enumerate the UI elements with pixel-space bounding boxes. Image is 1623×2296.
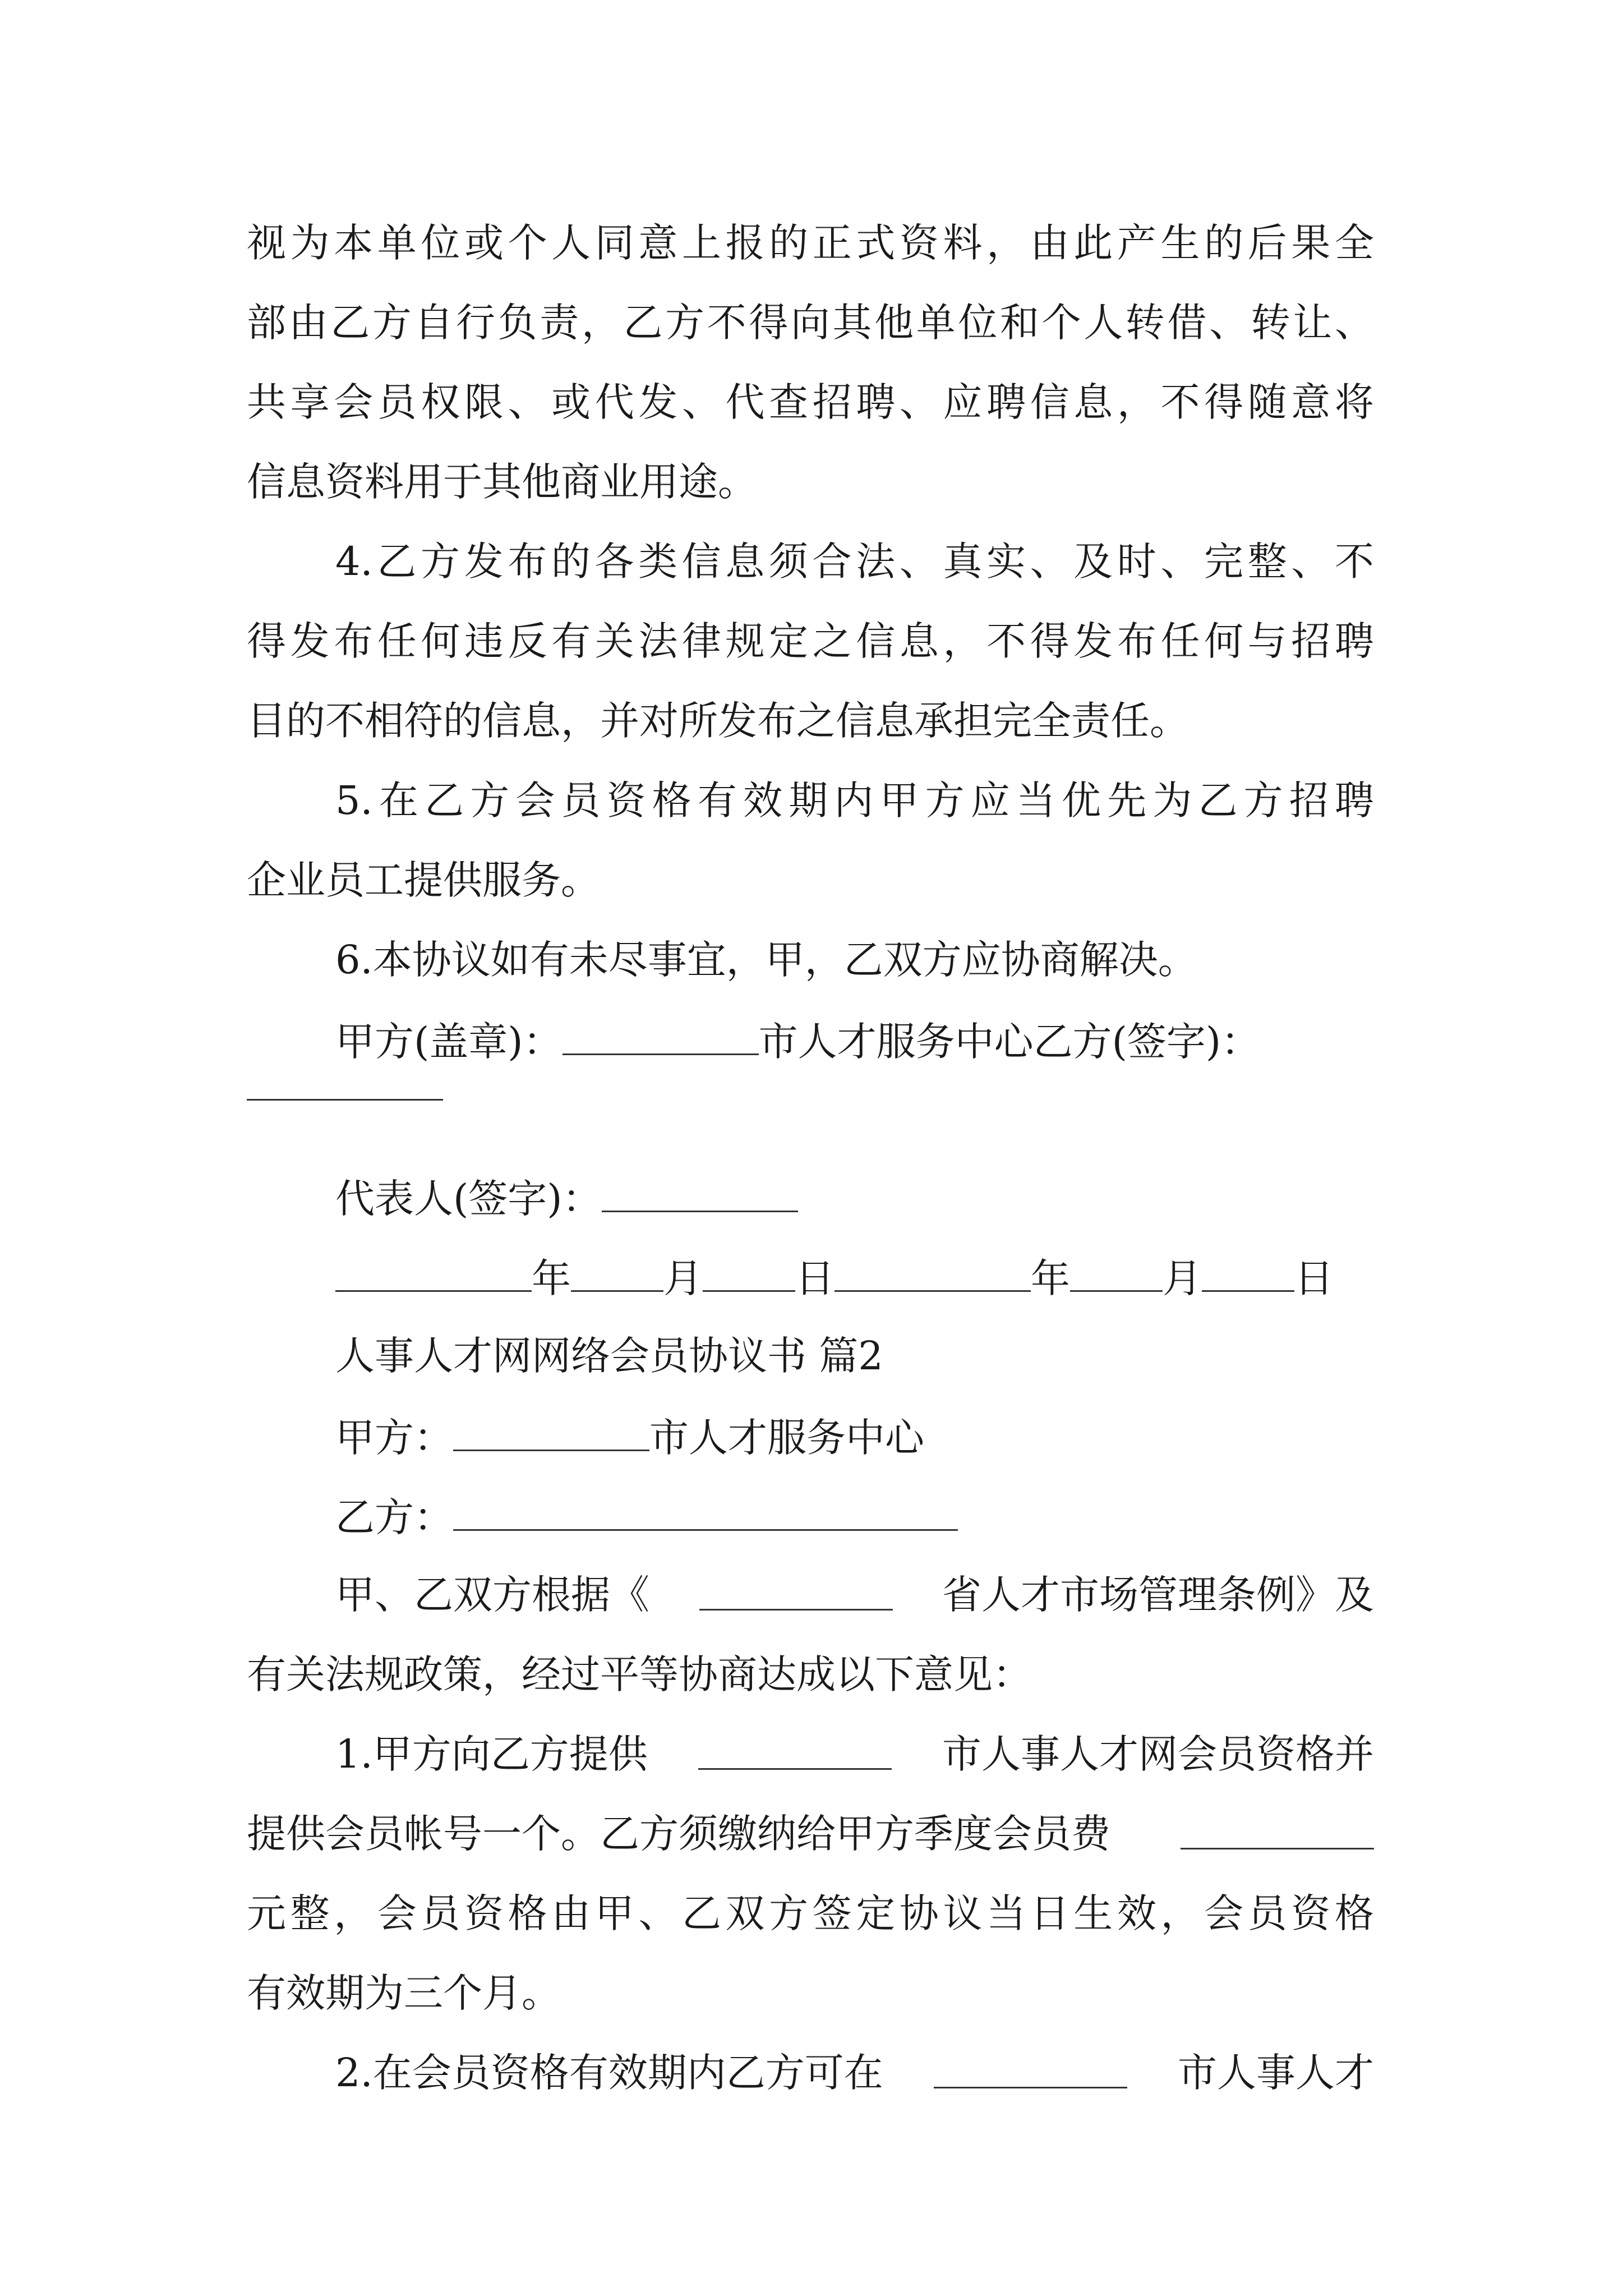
- year-label: 年: [1031, 1255, 1070, 1301]
- text-line: 有关法规政策，经过平等协商达成以下意见：: [247, 1651, 1032, 1697]
- text-line: 有效期为三个月。: [247, 1970, 561, 2016]
- blank-line: [247, 1098, 443, 1101]
- clause1-line: [335, 1731, 1374, 1777]
- blank-line: [1202, 1257, 1294, 1292]
- blank-line: [453, 1416, 649, 1451]
- year-label: 年: [532, 1255, 571, 1301]
- blank-line: [335, 1257, 532, 1292]
- representative-label: 代表人(签字)：: [335, 1176, 602, 1222]
- text-line: 信息资料用于其他商业用途。: [247, 459, 757, 505]
- text-line: 5. 在 乙 方 会 员 资 格 有 效 期 内 甲 方 应 当 优 先 为 乙 方 招 聘: [335, 777, 1374, 823]
- month-label: 月: [1163, 1255, 1202, 1301]
- blank-line: [834, 1257, 1031, 1292]
- text-line: 元 整 ， 会 员 资 格 由 甲 、 乙 双 方 签 定 协 议 当 日 生 效 ， 会 员 资 格: [247, 1890, 1374, 1936]
- blank-line: [453, 1496, 958, 1531]
- blank-line: [934, 2053, 1127, 2088]
- text-line: 目的不相符的信息，并对所发布之信息承担完全责任。: [247, 698, 1189, 744]
- blank-line: [698, 1734, 892, 1770]
- blank-line: [571, 1257, 663, 1292]
- section2-party-a: [335, 1415, 924, 1461]
- party-b-label: 乙方：: [335, 1494, 453, 1540]
- clause2-line: [335, 2050, 1374, 2096]
- party-a-label: 甲方：: [335, 1415, 453, 1461]
- blank-line: [703, 1257, 795, 1292]
- intro-text: 甲、乙双方根据《: [335, 1572, 649, 1618]
- clause-text: 市人事人才: [1177, 2050, 1374, 2096]
- blank-line: [602, 1177, 798, 1212]
- text-line: 共 享 会 员 权 限 、 或 代 发 、 代 查 招 聘 、 应 聘 信 息 ， 不 得 随 意 将: [247, 379, 1374, 425]
- section-title: 人事人才网网络会员协议书 篇2: [335, 1333, 883, 1379]
- blank-line: [1181, 1814, 1374, 1849]
- date-line: [335, 1255, 1334, 1301]
- party-a-label: 甲方(盖章)：: [335, 1019, 562, 1065]
- blank-line: [1070, 1257, 1163, 1292]
- party-a-center: 市人才服务中心乙方(签字)：: [758, 1019, 1261, 1065]
- text-line: 部 由 乙 方 自 行 负 责 ， 乙 方 不 得 向 其 他 单 位 和 个 人 转 借 、 转 让 、: [247, 300, 1374, 346]
- text-line: 6.本协议如有未尽事宜，甲，乙双方应协商解决。: [335, 937, 1197, 983]
- clause1-line: [247, 1811, 1374, 1857]
- intro-line: [335, 1572, 1374, 1618]
- text-line: 4. 乙 方 发 布 的 各 类 信 息 须 合 法 、 真 实 、 及 时 、 完 整 、 不: [335, 539, 1374, 585]
- blank-line: [699, 1575, 893, 1611]
- clause-text: 市人事人才网会员资格并: [942, 1731, 1374, 1777]
- text-line: 企业员工提供服务。: [247, 857, 600, 903]
- text-line: 得 发 布 任 何 违 反 有 关 法 律 规 定 之 信 息 ， 不 得 发 布 任 何 与 招 聘: [247, 618, 1374, 664]
- month-label: 月: [663, 1255, 703, 1301]
- representative-line: [335, 1176, 798, 1222]
- clause-text: 1.甲方向乙方提供: [335, 1731, 648, 1777]
- text-line: 视 为 本 单 位 或 个 人 同 意 上 报 的 正 式 资 料 ， 由 此 产 生 的 后 果 全: [247, 220, 1374, 266]
- section2-party-b: [335, 1494, 958, 1540]
- day-label: 日: [795, 1255, 834, 1301]
- clause-text: 提供会员帐号一个。乙方须缴纳给甲方季度会员费: [247, 1811, 1110, 1857]
- day-label: 日: [1294, 1255, 1334, 1301]
- signature-party-a: [335, 1019, 1261, 1065]
- blank-line: [562, 1020, 759, 1055]
- party-a-center: 市人才服务中心: [649, 1415, 924, 1461]
- intro-text: 省人才市场管理条例》及: [942, 1572, 1374, 1618]
- clause-text: 2.在会员资格有效期内乙方可在: [335, 2050, 883, 2096]
